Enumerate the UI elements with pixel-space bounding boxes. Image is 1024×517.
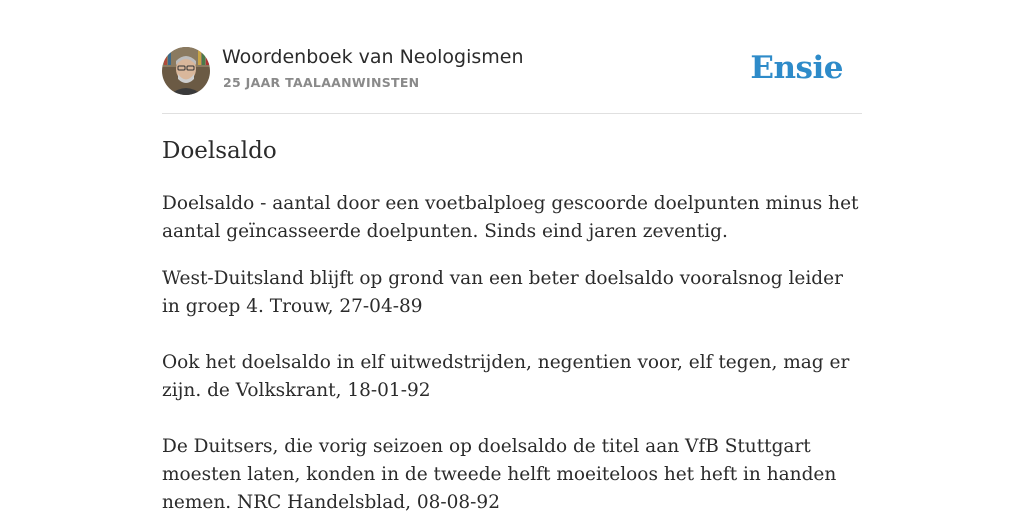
- entry-quote: West-Duitsland blijft op grond van een beter doelsaldo vooralsnog leider in groep 4. Trouw, 27-04-89: [162, 268, 843, 317]
- site-title[interactable]: Woordenboek van Neologismen: [222, 46, 524, 68]
- site-subtitle: 25 JAAR TAALAANWINSTEN: [223, 75, 420, 90]
- header-divider: [162, 113, 862, 114]
- author-avatar[interactable]: [162, 47, 210, 95]
- header: [162, 46, 862, 96]
- author-portrait-icon: [162, 47, 210, 95]
- entry-quote: Ook het doelsaldo in elf uitwedstrijden, negentien voor, elf tegen, mag er zijn. de Volkskrant, 18-01-92: [162, 352, 850, 401]
- entry-title: Doelsaldo: [162, 138, 277, 164]
- entry-quote: De Duitsers, die vorig seizoen op doelsaldo de titel aan VfB Stuttgart moesten laten, konden in de tweede helft moeiteloos het heft in handen nemen. NRC Handelsblad, 08-08-92: [162, 436, 837, 513]
- entry-definition: Doelsaldo - aantal door een voetbalploeg gescoorde doelpunten minus het aantal geïncasseerde doelpunten. Sinds eind jaren zeventig.: [162, 193, 859, 242]
- ensie-logo[interactable]: Ensie: [750, 50, 843, 86]
